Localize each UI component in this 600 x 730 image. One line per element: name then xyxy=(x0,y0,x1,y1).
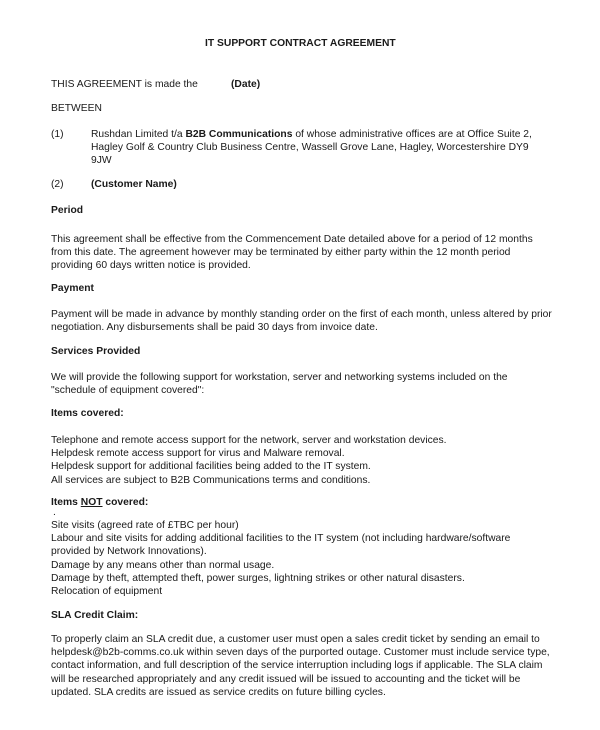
payment-line: Payment will be made in advance by monthly standing order on the first of each month, unless altered by prior xyxy=(51,309,552,320)
list-bullet: . xyxy=(53,507,56,518)
period-line: This agreement shall be effective from the Commencement Date detailed above for a period of 12 months xyxy=(51,234,533,245)
sla-line: contact information, and full description of the service interruption including logs if applicable. The SLA claim xyxy=(51,660,543,672)
period-line: providing 60 days written notice is provided. xyxy=(51,260,251,272)
items-not-covered-list xyxy=(51,519,556,598)
sla-line: helpdesk@b2b-comms.co.uk within seven days of the purported outage. Customer must include service type, xyxy=(51,647,550,659)
period-paragraph xyxy=(51,233,556,273)
party-2-number: (2) xyxy=(51,179,64,190)
list-item: Damage by any means other than normal usage. xyxy=(51,559,275,571)
list-item: Telephone and remote access support for the network, server and workstation devices. xyxy=(51,435,447,446)
items-covered-list xyxy=(51,434,556,487)
party-1-number: (1) xyxy=(51,129,64,140)
period-line: from this date. The agreement however may be terminated by either party within the 12 month period xyxy=(51,247,511,259)
party-1-pre: Rushdan Limited t/a xyxy=(91,129,186,140)
services-paragraph xyxy=(51,371,556,397)
party-1-post: of whose administrative offices are at Office Suite 2, xyxy=(292,129,532,140)
heading-post: covered: xyxy=(102,497,149,508)
services-line: We will provide the following support for workstation, server and networking systems included on the xyxy=(51,372,508,383)
payment-paragraph xyxy=(51,308,556,334)
sla-line: updated. SLA credits are issued as service credits on future billing cycles. xyxy=(51,686,386,698)
list-item: Relocation of equipment xyxy=(51,586,163,598)
sla-line: To properly claim an SLA credit due, a customer user must open a sales credit ticket by sending an email to xyxy=(51,634,540,645)
items-not-covered-heading xyxy=(51,496,148,509)
party-1-details xyxy=(91,128,532,168)
party-1-address: Hagley Golf & Country Club Business Centre, Wassell Grove Lane, Hagley, Worcestershire DY9 xyxy=(91,142,529,154)
party-1-postcode: 9JW xyxy=(91,155,112,167)
sla-heading: SLA Credit Claim: xyxy=(51,610,139,621)
between-label: BETWEEN xyxy=(51,103,102,114)
list-item: provided by Network Innovations). xyxy=(51,546,207,558)
list-item: Site visits (agreed rate of £TBC per hour) xyxy=(51,520,239,531)
items-covered-heading: Items covered: xyxy=(51,408,124,419)
document-title: IT SUPPORT CONTRACT AGREEMENT xyxy=(205,38,396,49)
services-heading: Services Provided xyxy=(51,346,141,357)
party-1-name: B2B Communications xyxy=(185,129,293,140)
agreement-intro xyxy=(51,78,198,91)
party-2-name: (Customer Name) xyxy=(91,179,177,190)
agreement-date: (Date) xyxy=(231,79,261,90)
heading-not: NOT xyxy=(80,497,103,508)
list-item: Helpdesk remote access support for virus and Malware removal. xyxy=(51,448,345,460)
list-item: Labour and site visits for adding additional facilities to the IT system (not including hardware/software xyxy=(51,533,511,545)
heading-pre: Items xyxy=(51,497,81,508)
payment-line: negotiation. Any disbursements shall be paid 30 days from invoice date. xyxy=(51,322,378,334)
list-item: Helpdesk support for additional facilities being added to the IT system. xyxy=(51,461,371,473)
list-item: All services are subject to B2B Communications terms and conditions. xyxy=(51,474,371,486)
payment-heading: Payment xyxy=(51,283,94,294)
services-line: "schedule of equipment covered": xyxy=(51,385,205,397)
period-heading: Period xyxy=(51,205,84,216)
list-item: Damage by theft, attempted theft, power surges, lightning strikes or other natural disasters. xyxy=(51,572,465,584)
sla-line: will be researched appropriately and any credit issued will be issued to accounting and the ticket will be xyxy=(51,673,521,685)
intro-text: THIS AGREEMENT is made the xyxy=(51,79,198,90)
sla-paragraph xyxy=(51,633,556,699)
